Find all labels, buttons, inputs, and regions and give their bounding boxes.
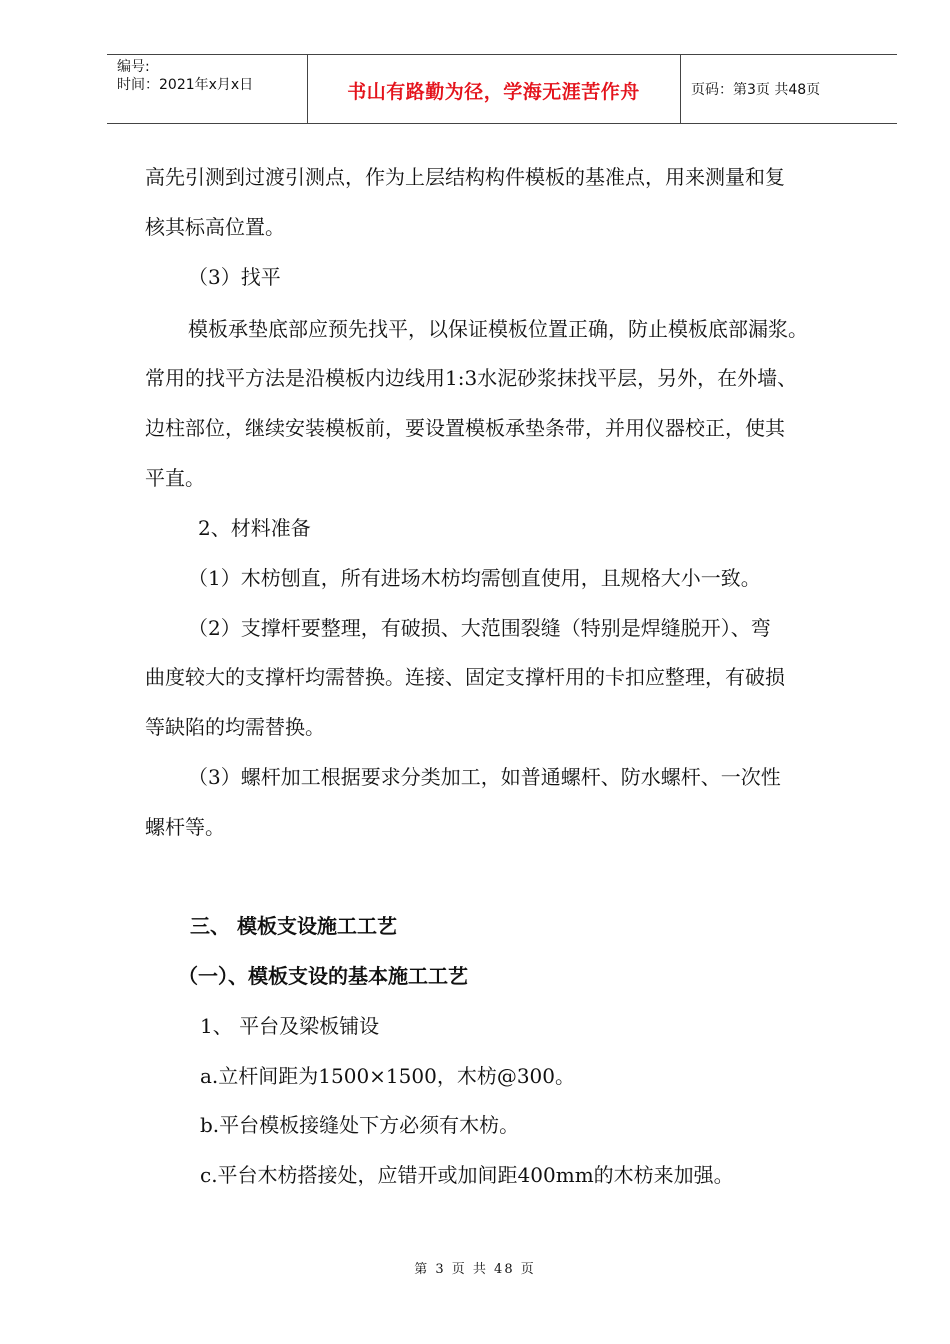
body-line: 核其标高位置。 bbox=[145, 215, 285, 239]
body-line: （3）螺杆加工根据要求分类加工，如普通螺杆、防水螺杆、一次性 bbox=[188, 765, 781, 789]
section-heading: 三、 模板支设施工工艺 bbox=[190, 914, 397, 938]
body-line: （2）支撑杆要整理，有破损、大范围裂缝（特别是焊缝脱开）、弯 bbox=[188, 616, 771, 640]
body-line: 等缺陷的均需替换。 bbox=[145, 715, 325, 739]
page-footer: 第 3 页 共 48 页 bbox=[414, 1262, 536, 1277]
body-line: 螺杆等。 bbox=[145, 815, 225, 839]
time-label: 时间：2021年x月x日 bbox=[117, 77, 254, 93]
body-line: 常用的找平方法是沿模板内边线用1:3水泥砂浆抹找平层，另外，在外墙、 bbox=[145, 366, 798, 390]
body-line: （3）找平 bbox=[188, 265, 281, 289]
list-item: b.平台模板接缝处下方必须有木枋。 bbox=[200, 1113, 520, 1137]
body-line: （1）木枋刨直，所有进场木枋均需刨直使用，且规格大小一致。 bbox=[188, 566, 761, 590]
subsection-heading: （一）、模板支设的基本施工工艺 bbox=[178, 964, 468, 988]
document-header bbox=[107, 54, 897, 124]
header-motto: 书山有路勤为径，学海无涯苦作舟 bbox=[347, 81, 640, 103]
list-item: a.立杆间距为1500×1500，木枋@300。 bbox=[200, 1064, 576, 1088]
header-page-info: 页码：第3页 共48页 bbox=[691, 82, 821, 98]
body-line: 高先引测到过渡引测点，作为上层结构构件模板的基准点，用来测量和复 bbox=[145, 165, 785, 189]
number-label: 编号: bbox=[117, 59, 150, 75]
body-line: 边柱部位，继续安装模板前，要设置模板承垫条带，并用仪器校正，使其 bbox=[145, 416, 785, 440]
header-divider bbox=[680, 55, 681, 123]
list-item: c.平台木枋搭接处，应错开或加间距400mm的木枋来加强。 bbox=[200, 1163, 734, 1187]
header-meta bbox=[117, 58, 253, 94]
body-line: 曲度较大的支撑杆均需替换。连接、固定支撑杆用的卡扣应整理，有破损 bbox=[145, 665, 785, 689]
body-line: 2、材料准备 bbox=[198, 516, 311, 540]
body-line: 模板承垫底部应预先找平，以保证模板位置正确，防止模板底部漏浆。 bbox=[188, 317, 808, 341]
body-line: 平直。 bbox=[145, 466, 205, 490]
item-heading: 1、 平台及梁板铺设 bbox=[200, 1014, 380, 1038]
